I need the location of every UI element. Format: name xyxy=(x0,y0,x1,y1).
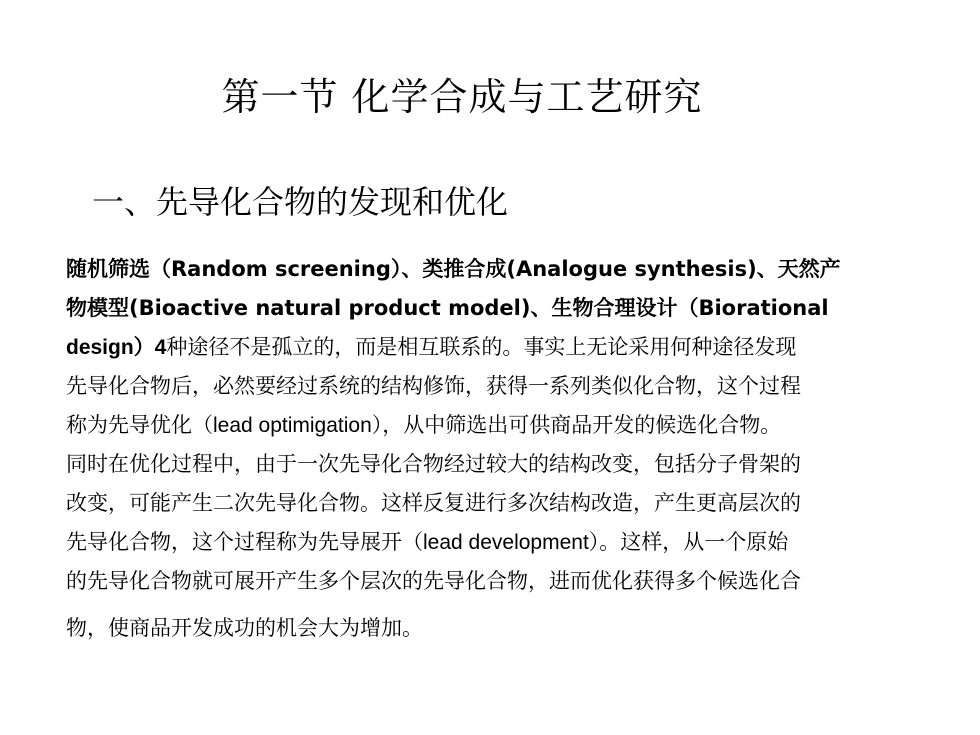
section-heading: 一、先导化合物的发现和优化 xyxy=(92,183,509,221)
paragraph-line-8 xyxy=(66,523,936,562)
slide-title xyxy=(0,72,980,122)
paragraph-line-10: 物，使商品开发成功的机会大为增加。 xyxy=(66,616,423,640)
paragraph-line-6: 同时在优化过程中，由于一次先导化合物经过较大的结构改变，包括分子骨架的 xyxy=(66,452,801,476)
body-text xyxy=(66,250,936,648)
paragraph-line-8-c: ）。这样，从一个原始 xyxy=(588,530,789,554)
paragraph-line-3-bold: design）4 xyxy=(66,336,167,359)
paragraph-line-8-term: lead development xyxy=(423,531,589,554)
paragraph-line-1: 随机筛选（Random screening）、类推合成(Analogue synthesis)、天然产 xyxy=(66,257,841,281)
slide-title-text: 第一节 化学合成与工艺研究 xyxy=(221,75,703,119)
paragraph-line-3-text: 种途径不是孤立的，而是相互联系的。事实上无论采用何种途径发现 xyxy=(166,335,797,359)
paragraph-line-5-c: ），从中筛选出可供商品开发的候选化合物。 xyxy=(371,413,782,437)
paragraph-line-4: 先导化合物后，必然要经过系统的结构修饰，获得一系列类似化合物，这个过程 xyxy=(66,374,801,398)
paragraph-line-5-a: 称为先导优化（ xyxy=(66,413,213,437)
paragraph-line-2: 物模型(Bioactive natural product model)、生物合理设计（Biorational xyxy=(66,296,829,320)
paragraph-line-7: 改变，可能产生二次先导化合物。这样反复进行多次结构改造，产生更高层次的 xyxy=(66,491,801,515)
paragraph-line-5-term: lead optimigation xyxy=(213,414,372,437)
paragraph-line-9: 的先导化合物就可展开产生多个层次的先导化合物，进而优化获得多个候选化合 xyxy=(66,569,801,593)
paragraph-line-8-a: 先导化合物，这个过程称为先导展开（ xyxy=(66,530,423,554)
paragraph-line-5 xyxy=(66,406,936,445)
paragraph-line-3 xyxy=(66,328,936,367)
